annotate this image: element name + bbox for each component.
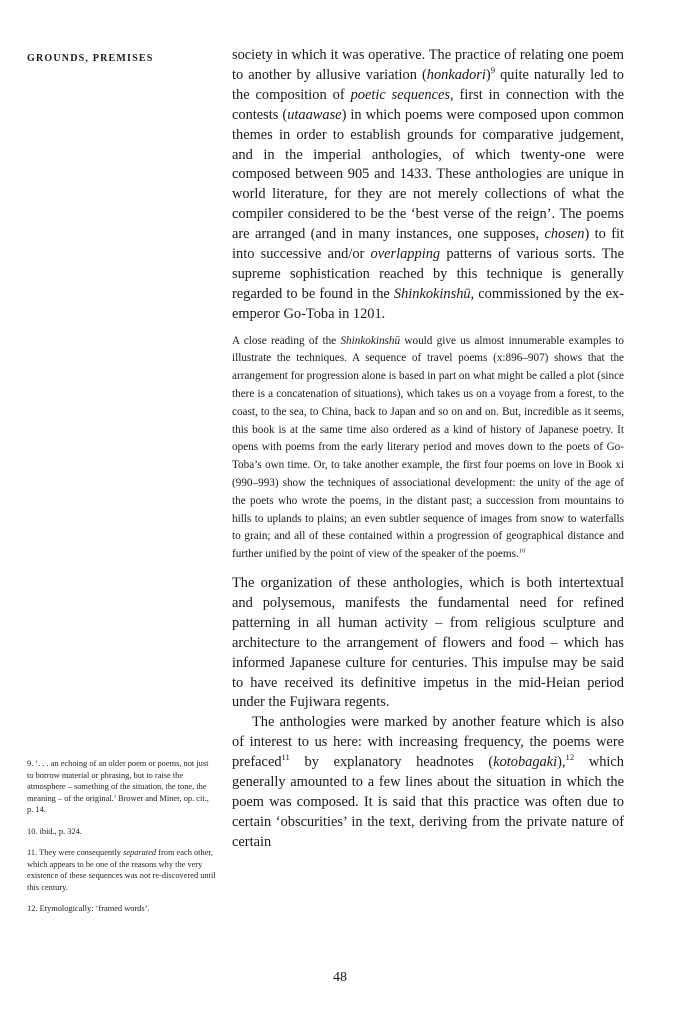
italic-term: separated	[123, 848, 157, 857]
text-run: by explanatory headnotes (	[289, 754, 494, 771]
note-marker: 10	[518, 547, 526, 555]
note-marker: 12	[565, 752, 575, 763]
text-run: , commissioned by the ex-emperor Go-Toba in 1201.	[232, 285, 624, 322]
page-number: 48	[333, 970, 347, 985]
text-run: The anthologies were marked by another feature which is also of interest to us here: with increasing frequency, the poems were prefaced	[232, 714, 624, 771]
text-run: , first in connection with the contests (	[232, 86, 625, 123]
body-paragraph	[232, 713, 624, 852]
italic-term: chosen	[544, 226, 585, 243]
footnote-11	[27, 847, 217, 893]
text-run: 12. Etymologically: ‘framed words’.	[27, 904, 150, 913]
text-run: 11. They were consequently	[27, 848, 124, 857]
text-run: society in which it was operative. The practice of relating one poem to another by allusive variation (	[232, 47, 624, 83]
text-run: quite naturally led to the composition of	[232, 66, 624, 103]
italic-term: honkadori	[426, 66, 486, 83]
text-run: would give us almost innumerable examples to illustrate the techniques. A sequence of travel poems (x:896–907) shows that the arrangement for progression alone is based in part on what might be called a plot (since there is a concatenation of situations), which takes us on a voyage from a forest, to the coast, to the sea, to China, back to Japan and so on and on. But, incredible as it seems, this book is at the same time also ordered as a kind of history of Japanese poetry. It opens with poems from the early literary period and moves down to the poets of Go-Toba’s own time. Or, to take another example, the first four poems on love in Book xi (990–993) show the techniques of associational development: the unity of the age of the poets who wrote the poems, in the distant past; a succession from mountains to hills to uplands to plains; an even subtler sequence of images from snow to waterfalls to grain; and all of these contained within a progression of geographical distance and further unified by the point of view of the speaker of the poems.	[232, 334, 625, 561]
text-run: from each other, which appears to be one of the reasons why the very existence of these sequences was not re-discovered until this century.	[27, 848, 216, 892]
italic-term: poetic sequences	[350, 86, 451, 103]
text-run: A close reading of the	[232, 334, 341, 347]
running-section-title: GROUNDS, PREMISES	[27, 53, 154, 64]
footnote-12	[27, 903, 217, 915]
italic-term: overlapping	[370, 246, 441, 263]
footnote-9	[27, 758, 217, 816]
note-marker: 9	[490, 65, 496, 76]
text-run: 10. ibid., p. 324.	[27, 826, 82, 836]
text-run: )	[485, 66, 491, 83]
main-text-column	[232, 46, 624, 853]
italic-term: Shinkokinshū	[340, 334, 401, 347]
footnote-10	[27, 826, 217, 838]
text-run: The organization of these anthologies, which is both intertextual and polysemous, manifests the fundamental need for refined patterning in all human activity – from religious sculpture and architecture to the arrangement of flowers and food – which has informed Japanese culture for centuries. This impulse may be said to have received its definitive impetus in the mid-Heian period under the Fujiwara regents.	[232, 575, 624, 711]
text-run: ),	[557, 754, 566, 771]
text-run: ) in which poems were composed upon common themes in order to establish grounds for comparative judgement, and in the imperial anthologies, of which twenty-one were composed between 905 and 1433. These anthologies are unique in world literature, for they are not merely collections of what the compiler considered to be the ‘best verse of the reign’. The poems are arranged (and in many instances, one supposes,	[232, 106, 624, 243]
indented-block-paragraph	[232, 333, 624, 564]
text-run: ) to fit into successive and/or	[232, 226, 624, 263]
text-run: which generally amounted to a few lines about the situation in which the poem was composed. It is said that this practice was often due to certain ‘obscurities’ in the text, deriving from the private nature of certain	[232, 754, 624, 850]
italic-term: kotobagaki	[493, 754, 558, 771]
italic-term: Shinkokinshū	[393, 285, 471, 302]
italic-term: utaawase	[287, 106, 342, 123]
text-run: 9. ‘. . . an echoing of an older poem or poems, not just to borrow material or phrasing, but to raise the atmosphere – something of the situation, the tone, the meaning – of the original.’ Brower and Miner, op. cit., p. 14.	[27, 759, 209, 814]
note-marker: 11	[281, 752, 290, 763]
body-paragraph	[232, 574, 624, 713]
body-paragraph	[232, 46, 624, 325]
footnotes-column	[27, 758, 217, 925]
text-run: patterns of various sorts. The supreme sophistication reached by this technique is generally regarded to be found in the	[232, 246, 624, 302]
